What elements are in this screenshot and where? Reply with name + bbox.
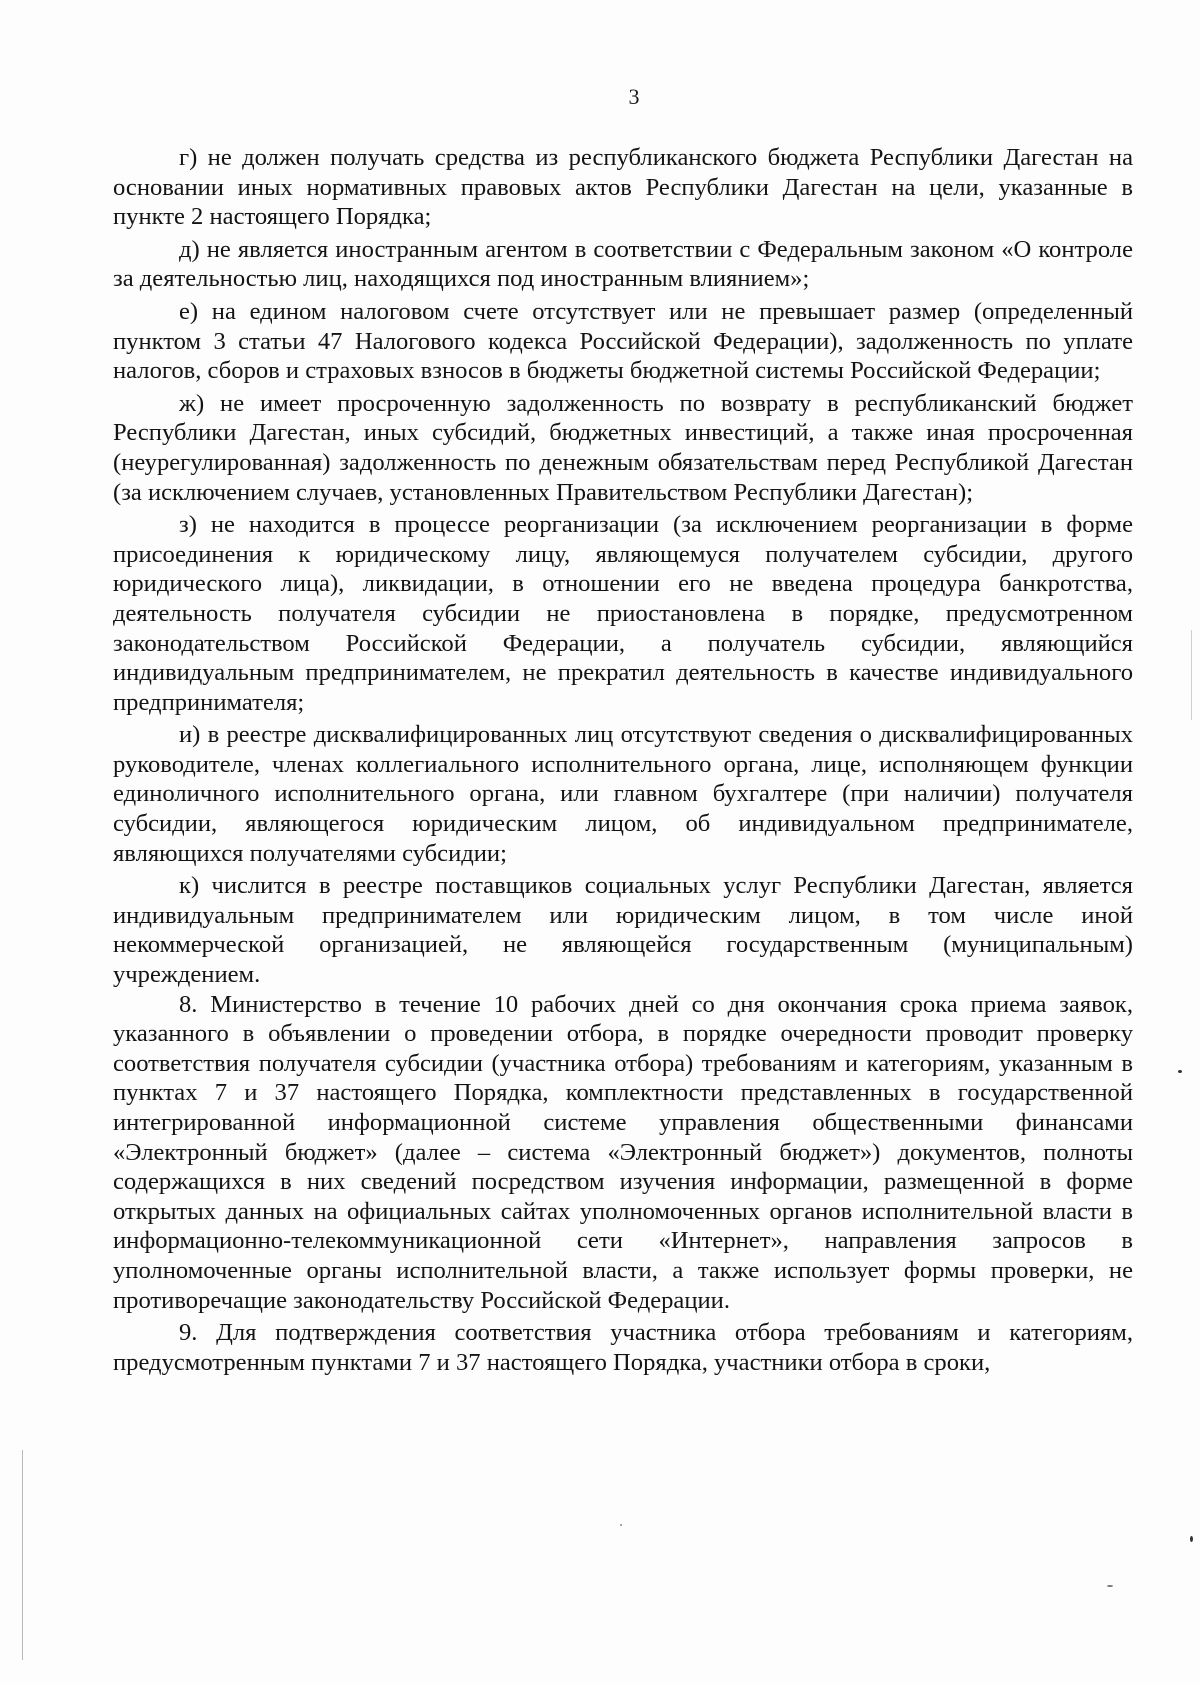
scan-artifact-speck (620, 1524, 622, 1526)
page-number: 3 (628, 84, 640, 109)
paragraph-z: з) не находится в процессе реорганизации (за исключением реорганизации в форме присоединения к юридическому лицу, являющемуся получателем субсидии, другого юридического лица), ликвидации, в отношении его не введена процедура банкротства, деятельность получателя субсидии не приостановлена в порядке, предусмотренном законодательством Российской Федерации, а получатель субсидии, являющийся индивидуальным предпринимателем, не прекратил деятельность в качестве индивидуального предпринимателя; (113, 511, 1133, 716)
scan-artifact-speck (1190, 1536, 1193, 1542)
paragraph-d: д) не является иностранным агентом в соответствии с Федеральным законом «О контроле за деятельностью лиц, находящихся под иностранным влиянием»; (113, 235, 1133, 293)
paragraph-i: и) в реестре дисквалифицированных лиц отсутствуют сведения о дисквалифицированных руководителе, членах коллегиального исполнительного органа, лице, исполняющем функции единоличного исполнительного органа, или главном бухгалтере (при наличии) получателя субсидии, являющегося юридическим лицом, об индивидуальном предпринимателе, являющихся получателями субсидии; (113, 721, 1133, 867)
paragraph-k: к) числится в реестре поставщиков социальных услуг Республики Дагестан, является индивидуальным предпринимателем или юридическим лицом, в том числе иной некоммерческой организацией, не являющейся государственным (муниципальным) учреждением. (113, 872, 1133, 989)
paragraph-zh: ж) не имеет просроченную задолженность по возврату в республиканский бюджет Республики Дагестан, иных субсидий, бюджетных инвестиций, а также иная просроченная (неурегулированная) задолженность по денежным обязательствам перед Республикой Дагестан (за исключением случаев, установленных Правительством Республики Дагестан); (113, 389, 1133, 506)
paragraph-8: 8. Министерство в течение 10 рабочих дней со дня окончания срока приема заявок, указанного в объявлении о проведении отбора, в порядке очередности проводит проверку соответствия получателя субсидии (участника отбора) требованиям и категориям, указанным в пунктах 7 и 37 настоящего Порядка, комплектности представленных в государственной интегрированной информационной системе управления общественными финансами «Электронный бюджет» (далее – система «Электронный бюджет») документов, полноты содержащихся в них сведений посредством изучения информации, размещенной в форме открытых данных на официальных сайтах уполномоченных органов исполнительной власти в информационно-телекоммуникационной сети «Интернет», направления запросов в уполномоченные органы исполнительной власти, а также использует формы проверки, не противоречащие законодательству Российской Федерации. (113, 990, 1133, 1314)
scan-artifact-speck (1178, 1070, 1182, 1073)
scan-artifact-line (22, 1450, 23, 1660)
scan-artifact-speck (1107, 1585, 1113, 1587)
paragraph-g: г) не должен получать средства из республиканского бюджета Республики Дагестан на основании иных нормативных правовых актов Республики Дагестан на цели, указанные в пункте 2 настоящего Порядка; (113, 144, 1133, 231)
paragraph-9: 9. Для подтверждения соответствия участника отбора требованиям и категориям, предусмотренным пунктами 7 и 37 настоящего Порядка, участники отбора в сроки, (113, 1319, 1133, 1376)
document-body (113, 143, 1133, 1377)
scan-artifact-line (1191, 630, 1192, 720)
paragraph-e: е) на едином налоговом счете отсутствует или не превышает размер (определенный пунктом 3 статьи 47 Налогового кодекса Российской Федерации), задолженность по уплате налогов, сборов и страховых взносов в бюджеты бюджетной системы Российской Федерации; (113, 297, 1133, 385)
